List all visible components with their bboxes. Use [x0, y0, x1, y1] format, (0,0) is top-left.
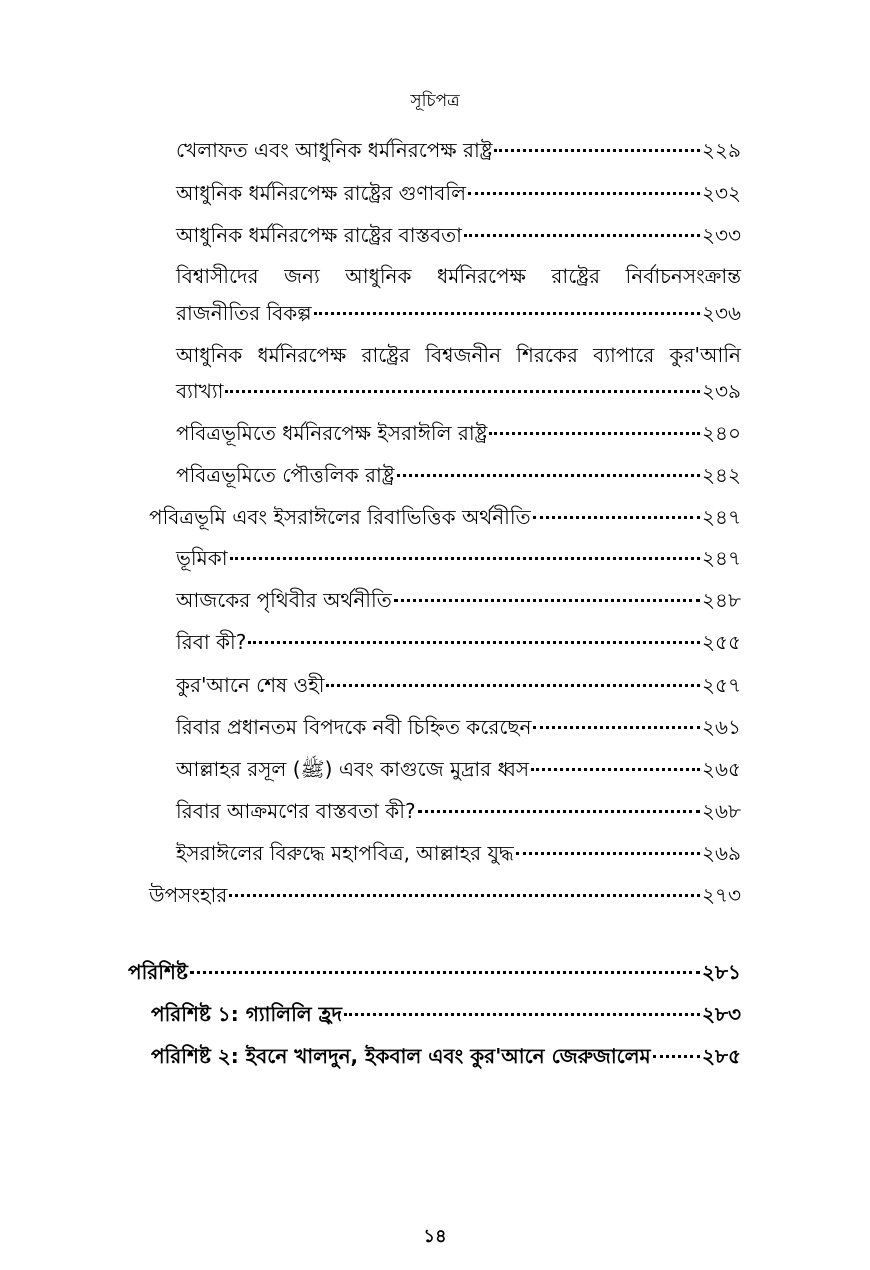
toc-entry [176, 836, 741, 870]
dot-leader [653, 1055, 700, 1058]
toc-entry [176, 752, 741, 786]
toc-entry-title: ভূমিকা [176, 546, 228, 570]
toc-entry [176, 296, 741, 330]
toc-entry-page: ২৭৩ [701, 883, 741, 907]
dot-leader [494, 149, 700, 152]
toc-entry [176, 458, 741, 492]
toc-entry-page: ২২৯ [702, 138, 741, 162]
toc-entry-title: পরিশিষ্ট ২: ইবনে খালদুন, ইকবাল এবং কুর'আনে জেরুজালেম [151, 1044, 651, 1068]
dot-leader [190, 971, 700, 974]
toc-entry-title: আধুনিক ধর্মনিরপেক্ষ রাষ্ট্রের গুণাবলি [176, 181, 467, 205]
toc-entry-page: ২৬১ [702, 715, 741, 739]
toc-word: বিশ্বাসীদের [176, 264, 259, 288]
toc-entry-title: পরিশিষ্ট ১: গ্যালিলি হ্রদ [151, 1002, 342, 1026]
toc-entry-page: ২৩৯ [702, 379, 741, 403]
dot-leader [229, 894, 700, 897]
dot-leader [230, 557, 700, 560]
dot-leader [531, 768, 700, 771]
toc-entry-title: ইসরাঈলের বিরুদ্ধে মহাপবিত্র, আল্লাহর যুদ্ধ [176, 841, 514, 865]
toc-entry [151, 997, 741, 1031]
toc-entry-page: ২৪৮ [702, 588, 741, 612]
toc-entry-page: ২৬৫ [702, 757, 741, 781]
toc-entry-title: রাজনীতির বিকল্প [176, 301, 312, 325]
toc-word: জন্য [284, 264, 320, 288]
toc-entry-title: খেলাফত এবং আধুনিক ধর্মনিরপেক্ষ রাষ্ট্র [176, 138, 493, 162]
toc-entry [176, 625, 741, 659]
toc-entry-line1 [176, 259, 741, 293]
toc-entry-title: রিবার প্রধানতম বিপদকে নবী চিহ্নিত করেছেন [176, 715, 532, 739]
toc-entry-title: পবিত্রভূমি এবং ইসরাঈলের রিবাভিত্তিক অর্থনীতি [149, 505, 531, 529]
dot-leader [533, 726, 700, 729]
page-number: ১৪ [423, 1226, 447, 1247]
toc-entry-page: ২৪৭ [702, 505, 741, 529]
toc-entry-page: ২৫৭ [702, 673, 741, 697]
toc-entry-page: ২৪২ [702, 463, 741, 487]
toc-entry [176, 794, 741, 828]
toc-entry-page: ২৮৫ [702, 1044, 741, 1068]
toc-entry [176, 133, 741, 167]
toc-word: ধর্মনিরপেক্ষ [437, 264, 526, 288]
toc-entry-title: রিবার আক্রমণের বাস্তবতা কী? [176, 799, 416, 823]
toc-entry-page: ২৪০ [702, 421, 741, 445]
toc-word: শিরকের [516, 343, 578, 367]
toc-entry-title: আধুনিক ধর্মনিরপেক্ষ রাষ্ট্রের বাস্তবতা [176, 223, 462, 247]
toc-entry [176, 541, 741, 575]
dot-leader [394, 599, 700, 602]
toc-word: কুর'আনি [669, 343, 741, 367]
dot-leader [344, 1013, 700, 1016]
toc-word: আধুনিক [176, 343, 243, 367]
toc-entry-page: ২৪৭ [702, 546, 741, 570]
toc-entry-title: উপসংহার [149, 883, 228, 907]
toc-entry-title: পবিত্রভূমিতে পৌত্তলিক রাষ্ট্র [176, 463, 395, 487]
toc-entry-page: ২৮১ [702, 960, 741, 984]
toc-entry [176, 710, 741, 744]
dot-leader [225, 390, 700, 393]
toc-entry-title: আল্লাহর রসূল (ﷺ) এবং কাগুজে মুদ্রার ধ্বস [176, 757, 530, 781]
dot-leader [418, 810, 700, 813]
toc-word: বিশ্বজনীন [425, 343, 502, 367]
toc-word: রাষ্ট্রের [361, 343, 411, 367]
toc-entry [176, 416, 741, 450]
toc-section-entry [128, 955, 741, 989]
toc-entry [176, 218, 741, 252]
toc-entry [176, 374, 741, 408]
dot-leader [533, 516, 700, 519]
toc-entry-page: ২৫৫ [702, 630, 741, 654]
toc-entry-title: ব্যাখ্যা [176, 379, 224, 403]
toc-entry-title: রিবা কী? [176, 630, 247, 654]
dot-leader [464, 234, 700, 237]
toc-entry-title: কুর'আনে শেষ ওহী [176, 673, 325, 697]
toc-entry-page: ২৮৩ [702, 1002, 741, 1026]
toc-entry-title: আজকের পৃথিবীর অর্থনীতি [176, 588, 392, 612]
toc-entry-title: পবিত্রভূমিতে ধর্মনিরপেক্ষ ইসরাঈলি রাষ্ট্র [176, 421, 488, 445]
toc-entry [176, 583, 741, 617]
toc-entry-line1 [176, 338, 741, 372]
toc-entry-page: ২৩৬ [701, 301, 741, 325]
dot-leader [516, 852, 700, 855]
toc-entry-page: ২৩২ [701, 181, 741, 205]
dot-leader [248, 641, 700, 644]
toc-entry-page: ২৬৮ [702, 799, 741, 823]
dot-leader [397, 474, 701, 477]
toc-entry [149, 500, 741, 534]
toc-entry [149, 878, 741, 912]
toc-word: ব্যাপারে [593, 343, 655, 367]
dot-leader [489, 432, 700, 435]
page-header: সূচিপত্র [410, 91, 460, 111]
toc-entry-title: পরিশিষ্ট [128, 960, 188, 984]
toc-entry [151, 1039, 741, 1073]
toc-entry-page: ২৬৯ [702, 841, 741, 865]
toc-entry [176, 176, 741, 210]
toc-entry-page: ২৩৩ [701, 223, 741, 247]
toc-word: ধর্মনিরপেক্ষ [257, 343, 347, 367]
toc-word: আধুনিক [345, 264, 412, 288]
dot-leader [314, 312, 700, 315]
toc-word: রাষ্ট্রের [551, 264, 600, 288]
dot-leader [468, 192, 700, 195]
dot-leader [326, 684, 700, 687]
toc-entry [176, 668, 741, 702]
toc-word: নির্বাচনসংক্রান্ত [625, 264, 741, 288]
